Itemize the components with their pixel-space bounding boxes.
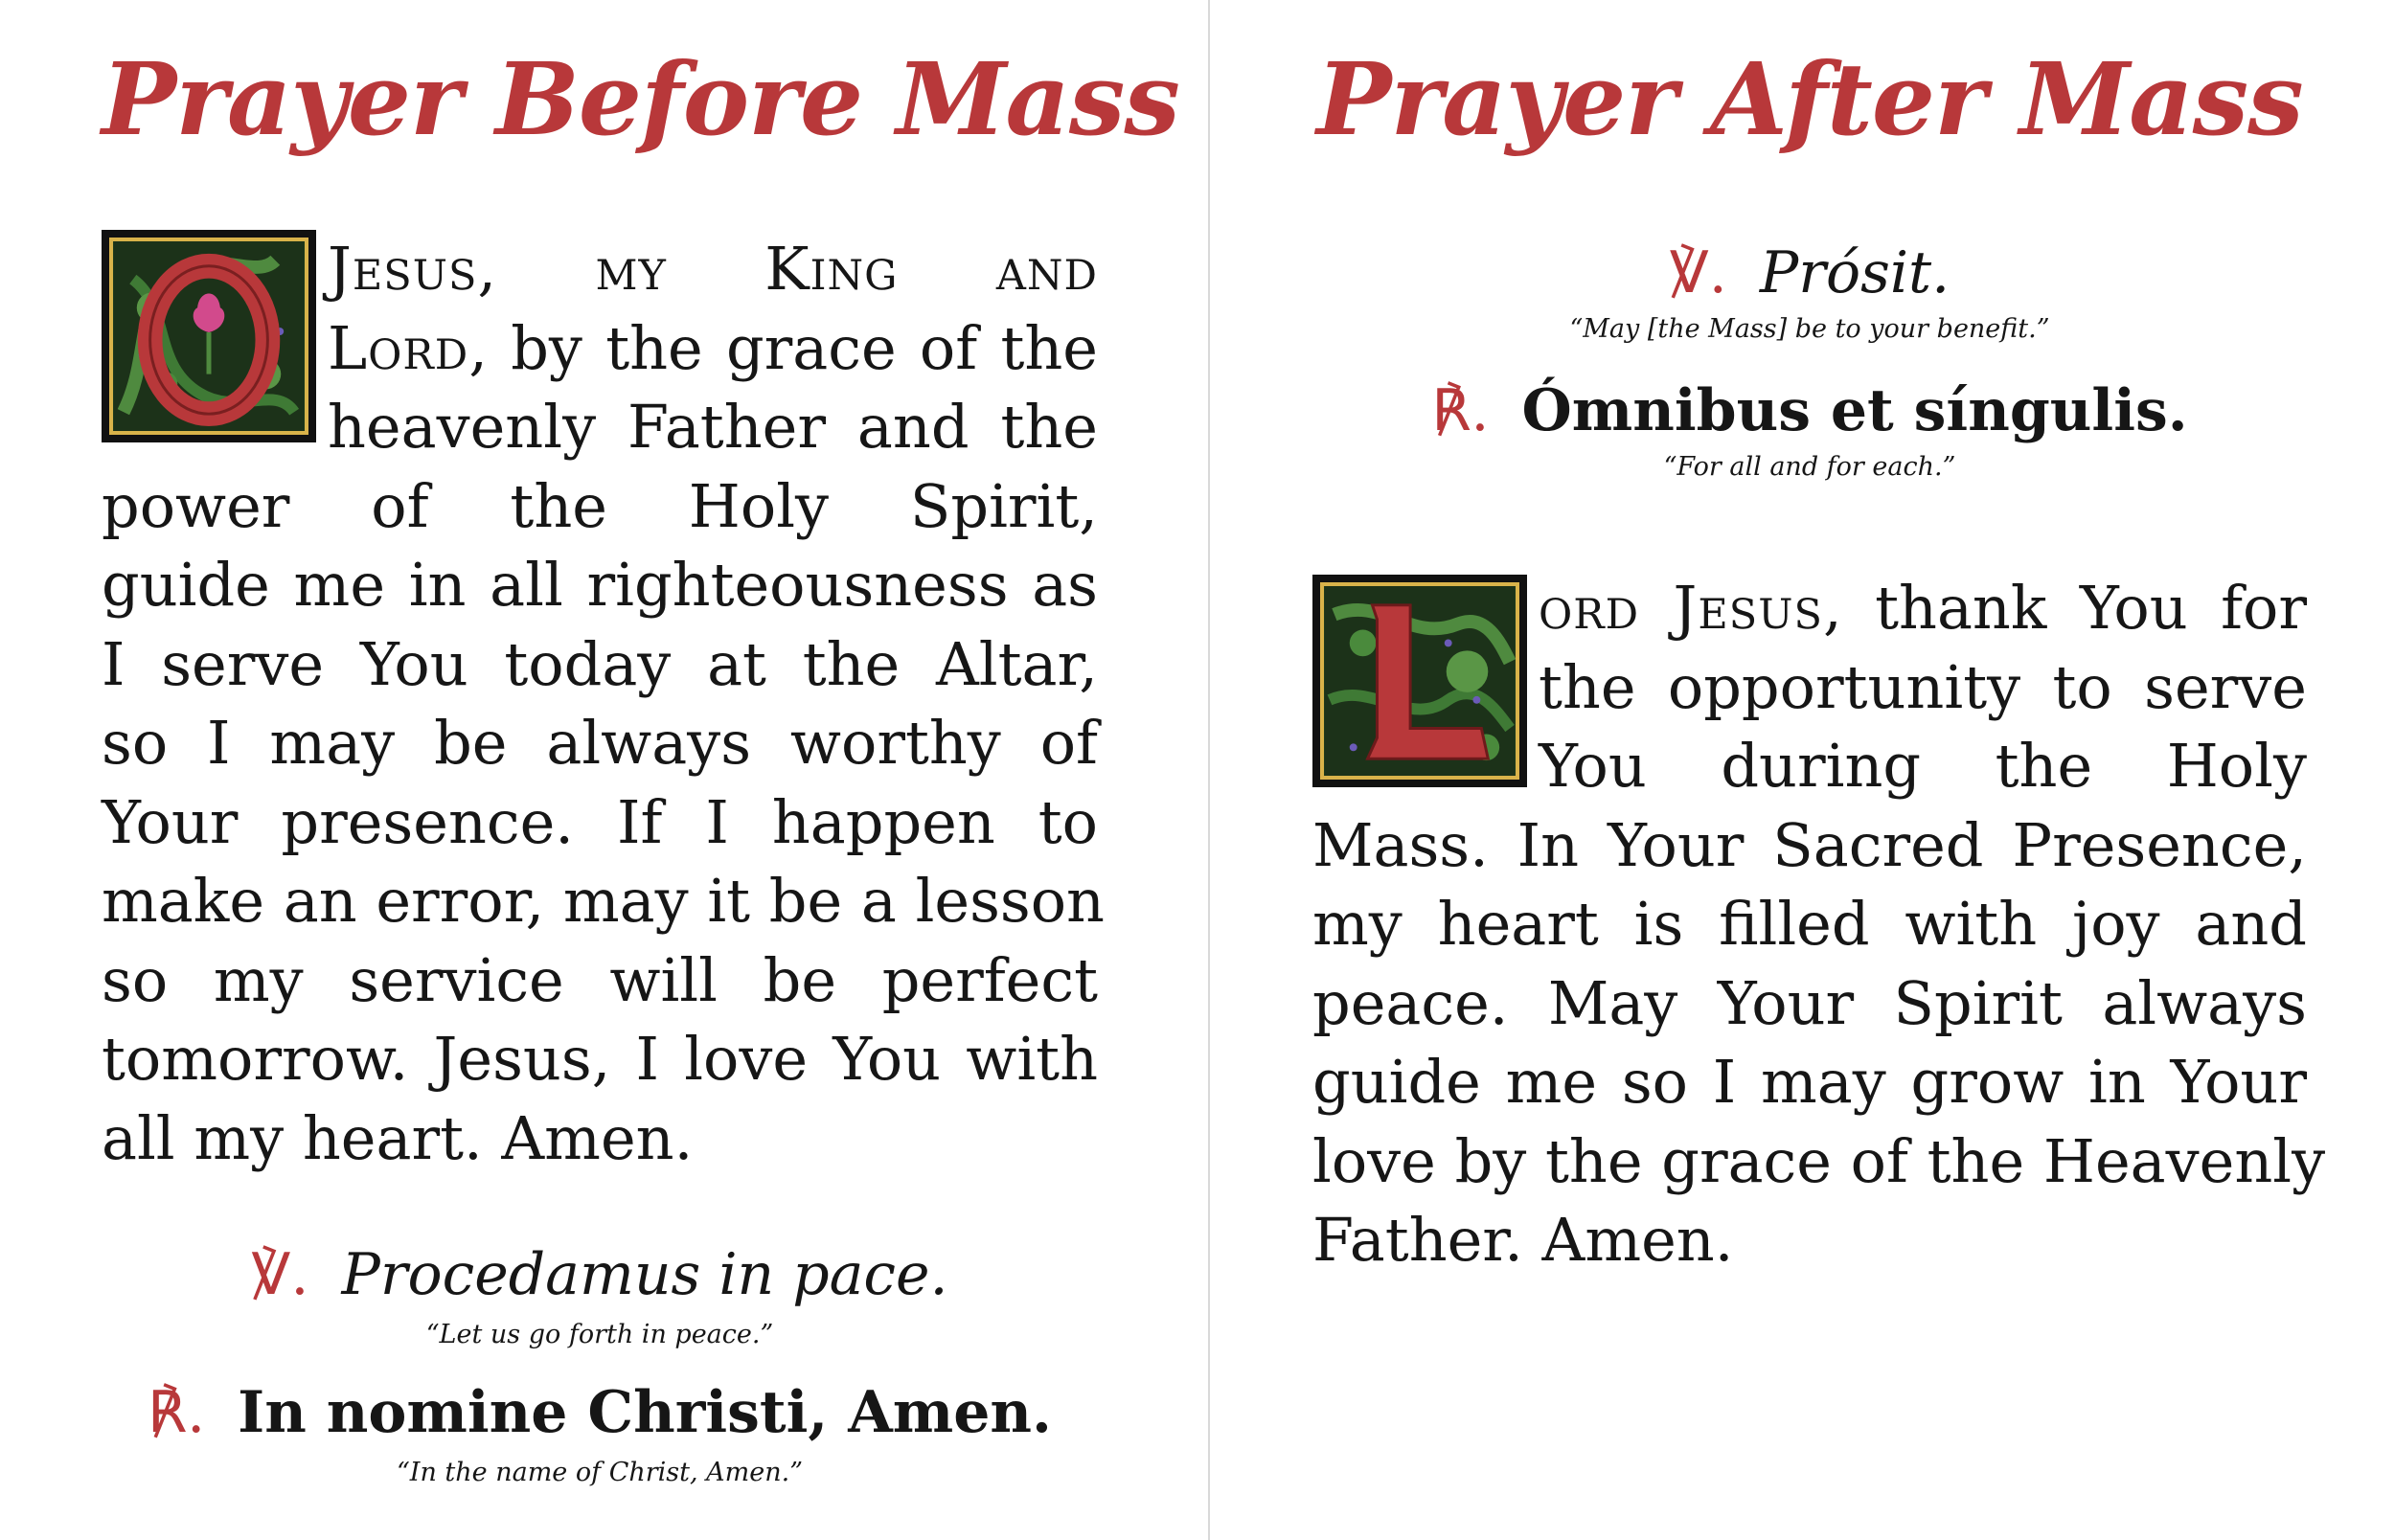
response-translation: “For all and for each.” — [1663, 452, 1956, 482]
prayer-line: I serve You today at the Altar, — [102, 628, 1098, 699]
prayer-line: tomorrow. Jesus, I love You with — [102, 1024, 1098, 1094]
page-title: Prayer Before Mass — [102, 40, 1179, 158]
prayer-line: the opportunity to serve — [1539, 651, 2307, 722]
prayer-body — [102, 230, 1105, 1178]
prayer-line: You during the Holy — [1539, 731, 2307, 801]
response-translation: “In the name of Christ, Amen.” — [396, 1458, 804, 1487]
prayer-line: all my heart. Amen. — [102, 1102, 694, 1173]
versicle — [102, 1241, 1098, 1308]
prayer-line: love by the grace of the Heavenly — [1312, 1125, 2326, 1196]
prayer-line: power of the Holy Spirit, — [102, 470, 1098, 541]
response-text: Ómnibus et síngulis. — [1521, 377, 2188, 444]
prayer-line: so I may be always worthy of — [102, 708, 1098, 778]
prayer-line: Mass. In Your Sacred Presence, — [1312, 809, 2307, 880]
prayer-line: Lord, by the grace of the — [328, 312, 1098, 383]
response-text: In nomine Christi, Amen. — [238, 1379, 1052, 1446]
versicle-mark: ℣. — [1669, 239, 1727, 306]
prayer-line: Father. Amen. — [1312, 1205, 1734, 1275]
prayer-line: Jesus, my King and — [328, 234, 1098, 304]
prayer-line: guide me so I may grow in Your — [1312, 1047, 2307, 1117]
versicle-mark: ℣. — [251, 1241, 309, 1308]
prayer-line: my heart is filled with joy and — [1312, 889, 2307, 959]
response-mark: ℟. — [1431, 377, 1490, 444]
versicle — [1312, 239, 2307, 306]
prayer-line: heavenly Father and the — [328, 392, 1098, 462]
versicle-text: Prósit. — [1759, 239, 1950, 306]
prayer-after-mass — [1312, 0, 2326, 1540]
response-mark: ℟. — [148, 1379, 206, 1446]
prayer-before-mass — [102, 0, 1179, 1540]
prayer-line: Your presence. If I happen to — [102, 786, 1098, 857]
column-divider — [1208, 0, 1210, 1540]
response — [1312, 377, 2307, 444]
prayer-body — [1312, 569, 2326, 1280]
response — [102, 1379, 1098, 1446]
prayer-line: ord Jesus, thank You for — [1539, 573, 2307, 643]
versicle-translation: “May [the Mass] be to your benefit.” — [1569, 314, 2050, 344]
versicle-text: Procedamus in pace. — [341, 1241, 948, 1308]
prayer-line: so my service will be perfect — [102, 944, 1098, 1015]
prayer-line: guide me in all righteousness as — [102, 550, 1098, 620]
versicle-translation: “Let us go forth in peace.” — [425, 1320, 774, 1349]
prayer-line: make an error, may it be a lesson — [102, 866, 1105, 936]
prayer-line: peace. May Your Spirit always — [1312, 967, 2307, 1038]
page-title: Prayer After Mass — [1316, 40, 2303, 158]
